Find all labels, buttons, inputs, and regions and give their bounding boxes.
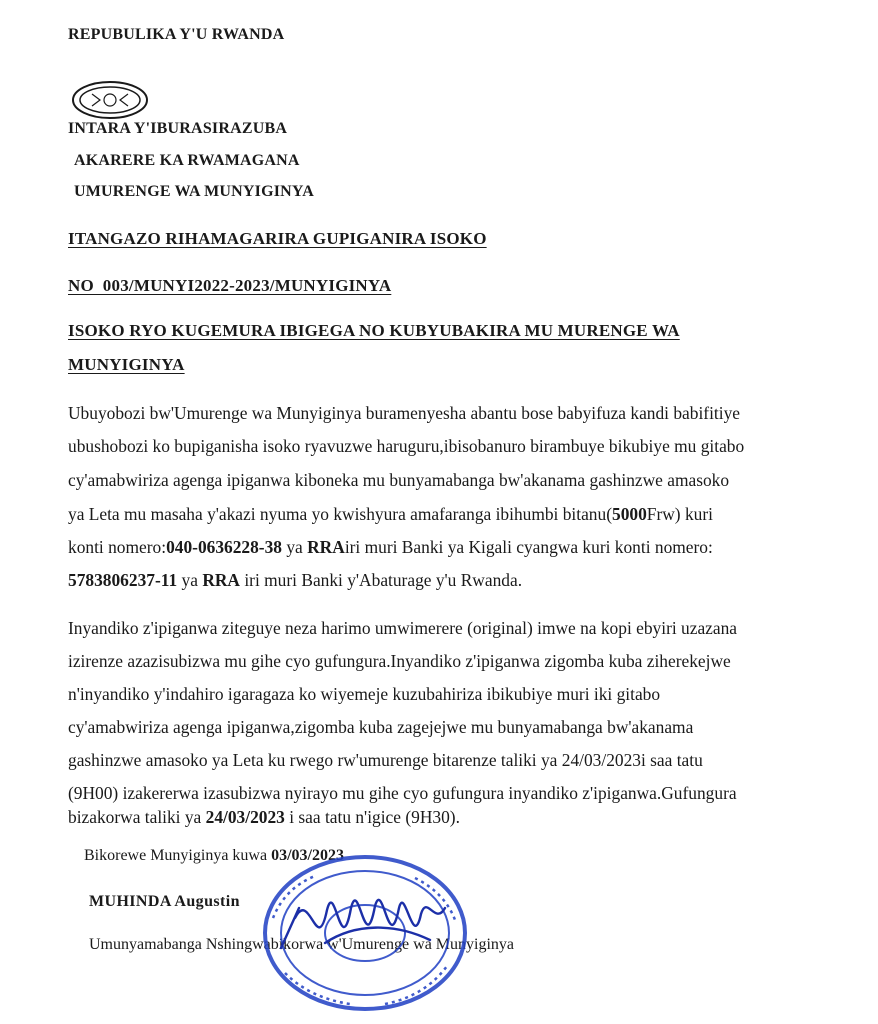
- paragraph-1-line: [68, 531, 713, 564]
- republic-heading: REPUBULIKA Y'U RWANDA: [68, 26, 285, 43]
- bk-account-number: 040-0636228-38: [166, 537, 282, 557]
- text-fragment: ya Leta mu masaha y'akazi nyuma yo kwishyura amafaranga ibihumbi bitanu(: [68, 504, 612, 524]
- text-fragment: iri muri Banki y'Abaturage y'u Rwanda.: [240, 570, 523, 590]
- rra-label: RRA: [307, 537, 345, 557]
- notice-subject-line-2: MUNYIGINYA: [68, 355, 185, 374]
- paragraph-2-line: cy'amabwiriza agenga ipiganwa,zigomba kuba zagejejwe mu bunyamabanga bw'akanama: [68, 717, 694, 737]
- paragraph-1-line: cy'amabwiriza agenga ipiganwa kiboneka mu bunyamabanga bw'akanama gashinzwe amasoko: [68, 470, 730, 490]
- text-fragment: ya: [282, 537, 308, 557]
- paragraph-2-line: izirenze azazisubizwa mu gihe cyo gufungura.Inyandiko z'ipiganwa zigomba kuba ziherekejwe: [68, 651, 731, 671]
- text-fragment: i saa tatu n'igice (9H30).: [284, 807, 460, 827]
- paragraph-1-line: ubushobozi ko bupiganisha isoko ryavuzwe haruguru,ibisobanuro birambuye bikubiye mu gitabo: [68, 436, 745, 456]
- signing-date: 03/03/2023: [271, 847, 344, 864]
- notice-number: NO 003/MUNYI2022-2023/MUNYIGINYA: [68, 276, 392, 295]
- rra-label: RRA: [202, 570, 240, 590]
- opening-date: 24/03/2023: [205, 807, 285, 827]
- paragraph-1-line: [68, 498, 713, 531]
- paragraph-2-line: n'inyandiko y'indahiro igaragaza ko wiyemeje kuzubahiriza ibikubiye muri iki gitabo: [68, 684, 661, 704]
- paragraph-2-line: Inyandiko z'ipiganwa ziteguye neza harimo umwimerere (original) imwe na kopi ebyiri uzazana: [68, 618, 738, 638]
- text-fragment: konti nomero:: [68, 537, 167, 557]
- district-heading: AKARERE KA RWAMAGANA: [74, 152, 300, 169]
- text-fragment: iri muri Banki ya Kigali cyangwa kuri konti nomero:: [344, 537, 713, 557]
- sector-heading: UMURENGE WA MUNYIGINYA: [74, 183, 314, 200]
- coat-of-arms-emblem: [70, 78, 150, 122]
- paragraph-2-line: [68, 801, 460, 834]
- paragraph-1-line: [68, 564, 522, 597]
- notice-subject-line-1: ISOKO RYO KUGEMURA IBIGEGA NO KUBYUBAKIRA MU MURENGE WA: [68, 321, 680, 340]
- province-heading: INTARA Y'IBURASIRAZUBA: [68, 120, 288, 137]
- signatory-position: Umunyamabanga Nshingwabikorwa w'Umurenge wa Munyiginya: [89, 936, 515, 953]
- paragraph-2-line: gashinzwe amasoko ya Leta ku rwego rw'umurenge bitarenze taliki ya 24/03/2023i saa tatu: [68, 750, 703, 770]
- notice-title: ITANGAZO RIHAMAGARIRA GUPIGANIRA ISOKO: [68, 229, 487, 248]
- text-fragment: Frw) kuri: [646, 504, 713, 524]
- paragraph-1-line: Ubuyobozi bw'Umurenge wa Munyiginya buramenyesha abantu bose babyifuza kandi babifitiye: [68, 403, 741, 423]
- bpr-account-number: 5783806237-11: [68, 570, 178, 590]
- official-stamp: [255, 848, 475, 1018]
- fee-amount: 5000: [612, 504, 647, 524]
- text-fragment: Bikorewe Munyiginya kuwa: [84, 847, 272, 864]
- text-fragment: bizakorwa taliki ya: [68, 807, 206, 827]
- text-fragment: ya: [177, 570, 203, 590]
- paragraph-2-line: (9H00) izakererwa izasubizwa nyirayo mu gihe cyo gufungura inyandiko z'ipiganwa.Gufungura: [68, 783, 737, 803]
- signatory-name: MUHINDA Augustin: [89, 893, 240, 910]
